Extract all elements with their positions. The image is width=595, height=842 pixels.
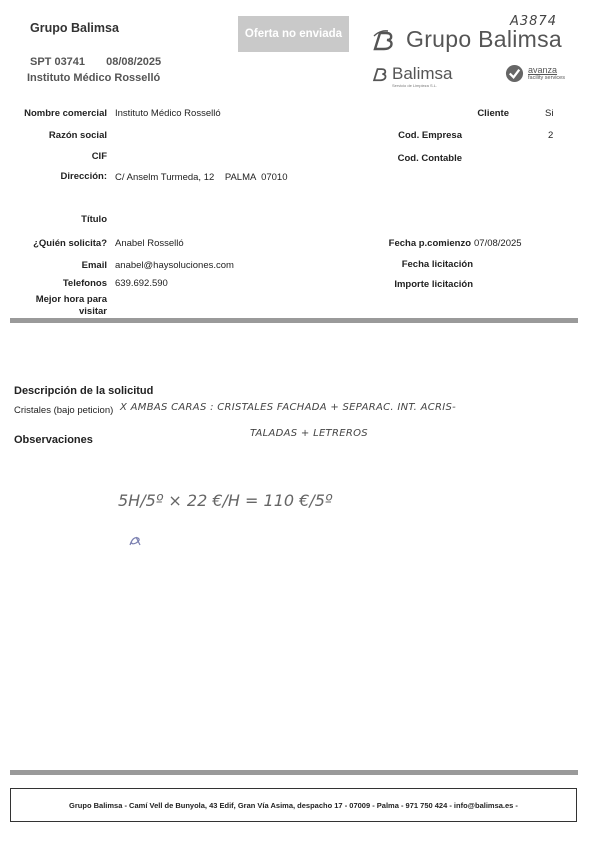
avanza-logo: [505, 64, 565, 83]
value-nombre-comercial: Instituto Médico Rosselló: [115, 108, 221, 119]
label-cliente: Cliente: [477, 108, 509, 119]
balimsa-mark-icon: [372, 27, 398, 53]
document-date: 08/08/2025: [106, 56, 162, 68]
grupo-balimsa-logo: [372, 26, 562, 53]
handwritten-mark-icon: [128, 534, 144, 548]
document-id-line: [30, 56, 179, 68]
observations-title: Observaciones: [14, 434, 93, 446]
label-telefonos: Telefonos: [62, 278, 107, 289]
avanza-tagline: facility services: [528, 74, 565, 81]
value-telefonos: 639.692.590: [115, 278, 168, 289]
footer-divider: [10, 770, 578, 775]
footer-box: [10, 788, 577, 822]
header-divider: [10, 318, 578, 323]
label-fecha-licitacion: Fecha licitación: [401, 259, 473, 270]
label-fecha-comienzo: Fecha p.comienzo: [388, 238, 471, 249]
label-email: Email: [81, 260, 107, 271]
request-handwritten-line2: TALADAS + LETREROS: [250, 428, 368, 439]
label-cod-empresa: Cod. Empresa: [398, 130, 462, 141]
logo-sub-tagline: Servicio de Limpieza S.L.: [392, 83, 438, 88]
balimsa-small-mark-icon: [372, 65, 390, 83]
value-quien-solicita: Anabel Rosselló: [115, 238, 184, 249]
observations-handwritten-calc: 5H/5º × 22 €/H = 110 €/5º: [118, 491, 333, 510]
footer-text: Grupo Balimsa - Camí Vell de Bunyola, 43 Edif, Gran Vía Asima, despacho 17 - 07009 - Palma - 971 750 424 - info@balimsa.es -: [69, 800, 518, 810]
avanza-check-icon: [505, 64, 524, 83]
value-email: anabel@haysoluciones.com: [115, 260, 234, 271]
label-nombre-comercial: Nombre comercial: [24, 108, 107, 119]
request-printed-text: Cristales (bajo peticion): [14, 405, 114, 416]
value-cliente: Si: [545, 108, 554, 119]
label-mejor-hora: Mejor hora para: [35, 294, 107, 305]
label-cif: CIF: [91, 151, 107, 162]
request-title: Descripción de la solicitud: [14, 385, 154, 397]
balimsa-logo: [372, 64, 452, 84]
label-titulo: Título: [81, 214, 107, 225]
label-direccion: Dirección:: [60, 171, 107, 182]
logo-sub-text: Balimsa: [392, 64, 453, 83]
company-name: Grupo Balimsa: [30, 21, 119, 35]
document-number: SPT 03741: [30, 56, 86, 68]
value-fecha-comienzo: 07/08/2025: [474, 238, 522, 249]
logo-main-text: Grupo Balimsa: [406, 26, 563, 52]
label-razon-social: Razón social: [48, 130, 107, 141]
request-handwritten-line1: X AMBAS CARAS : CRISTALES FACHADA + SEPARAC. INT. ACRIS-: [120, 402, 457, 413]
value-cod-empresa: 2: [548, 130, 554, 141]
label-importe-licitacion: Importe licitación: [394, 279, 473, 290]
label-quien-solicita: ¿Quién solicita?: [33, 238, 107, 249]
label-visitar: visitar: [79, 306, 107, 317]
label-cod-contable: Cod. Contable: [397, 153, 462, 164]
avanza-name: avanza: [528, 64, 558, 75]
handwritten-reference: A3874: [510, 14, 557, 29]
status-badge: Oferta no enviada: [238, 16, 349, 52]
value-direccion: C/ Anselm Turmeda, 12 PALMA 07010: [115, 172, 288, 183]
client-subtitle: Instituto Médico Rosselló: [27, 72, 161, 84]
